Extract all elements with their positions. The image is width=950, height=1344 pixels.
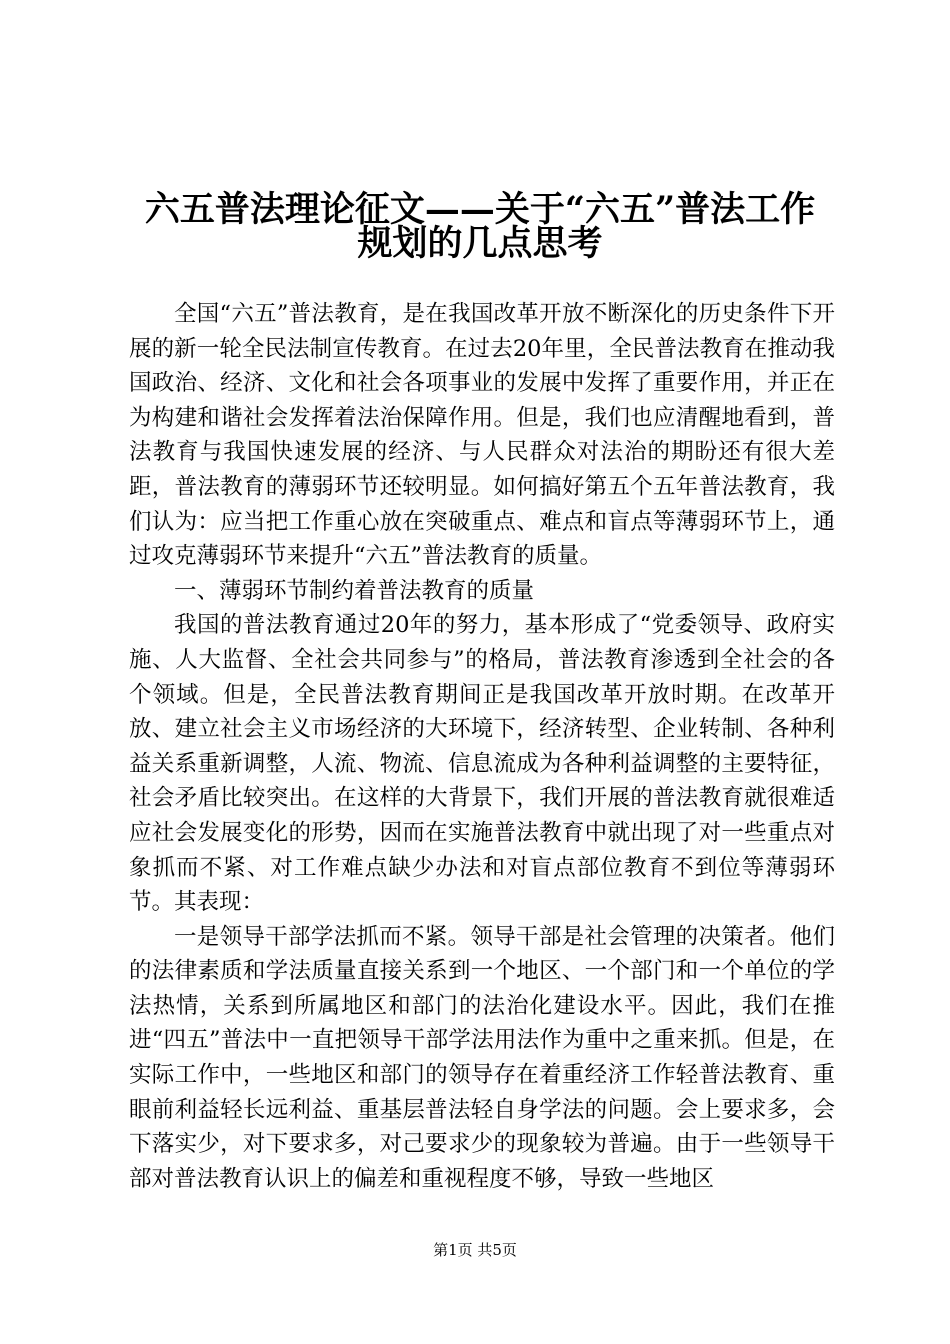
document-title-line-1: 六五普法理论征文——关于“六五”普法工作 [144, 189, 816, 230]
document-title-line-2: 规划的几点思考 [357, 223, 603, 264]
section-heading-1: 一、薄弱环节制约着普法教育的质量 [174, 577, 535, 604]
document-body [129, 297, 835, 1196]
paragraph-point-1: 一是领导干部学法抓而不紧。领导干部是社会管理的决策者。他们的法律素质和学法质量直接关系到一个地区、一个部门和一个单位的学法热情，关系到所属地区和部门的法治化建设水平。因此，我们在推进“四五”普法中一直把领导干部学法用法作为重中之重来抓。但是，在实际工作中，一些地区和部门的领导存在着重经济工作轻普法教育、重眼前利益轻长远利益、重基层普法轻自身学法的问题。会上要求多，会下落实少，对下要求多，对己要求少的现象较为普遍。由于一些领导干部对普法教育认识上的偏差和重视程度不够，导致一些地区 [129, 923, 835, 1192]
paragraph-background: 我国的普法教育通过20年的努力，基本形成了“党委领导、政府实施、人大监督、全社会共同参与”的格局，普法教育渗透到全社会的各个领域。但是，全民普法教育期间正是我国改革开放时期。在改革开放、建立社会主义市场经济的大环境下，经济转型、企业转制、各种利益关系重新调整，人流、物流、信息流成为各种利益调整的主要特征，社会矛盾比较突出。在这样的大背景下，我们开展的普法教育就很难适应社会发展变化的形势，因而在实施普法教育中就出现了对一些重点对象抓而不紧、对工作难点缺少办法和对盲点部位教育不到位等薄弱环节。其表现： [129, 612, 835, 916]
paragraph-intro: 全国“六五”普法教育，是在我国改革开放不断深化的历史条件下开展的新一轮全民法制宣传教育。在过去20年里，全民普法教育在推动我国政治、经济、文化和社会各项事业的发展中发挥了重要作用，并正在为构建和谐社会发挥着法治保障作用。但是，我们也应清醒地看到，普法教育与我国快速发展的经济、与人民群众对法治的期盼还有很大差距，普法教育的薄弱环节还较明显。如何搞好第五个五年普法教育，我们认为：应当把工作重心放在突破重点、难点和盲点等薄弱环节上，通过攻克薄弱环节来提升“六五”普法教育的质量。 [129, 301, 835, 570]
page-footer: 第1页 共5页 [433, 1241, 517, 1259]
